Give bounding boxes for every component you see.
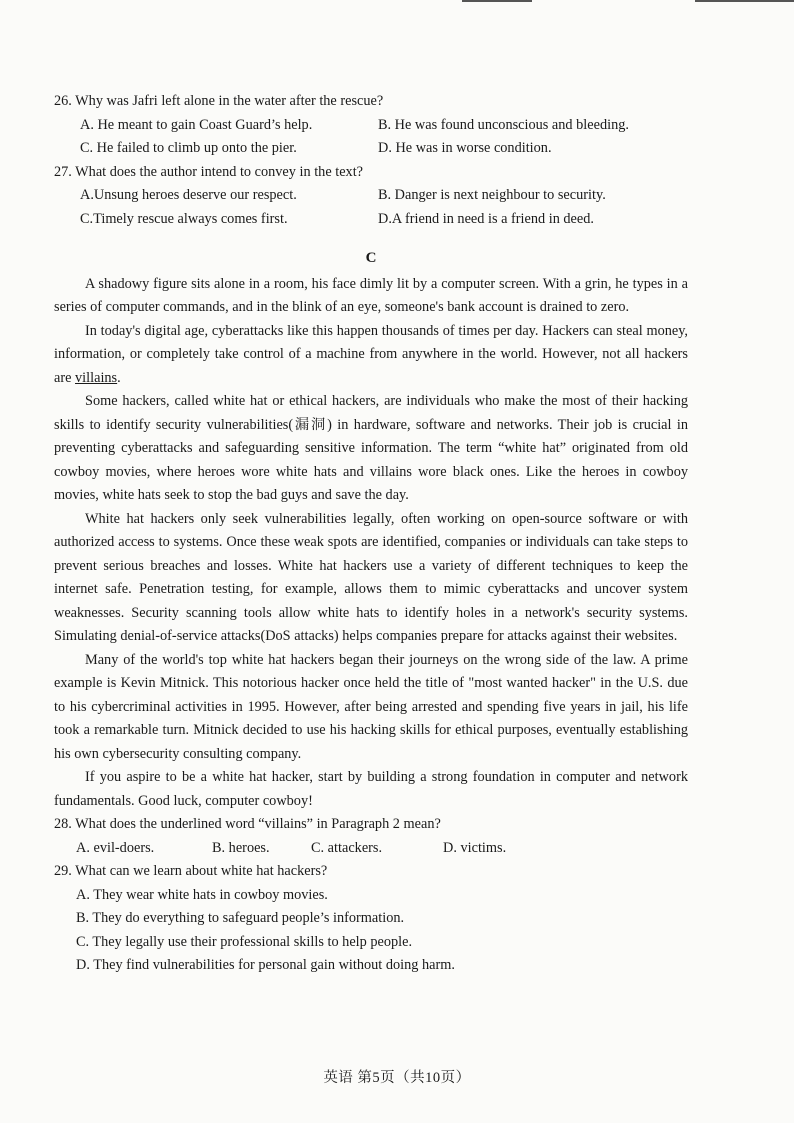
q29-option-d: D. They find vulnerabilities for personal gain without doing harm.: [76, 957, 455, 973]
question-29-stem: 29. What can we learn about white hat hackers?: [54, 863, 328, 879]
q28-option-b: B. heroes.: [212, 839, 270, 856]
q26-option-a: A. He meant to gain Coast Guard’s help.: [80, 116, 313, 133]
q28-option-d: D. victims.: [443, 839, 507, 856]
question-28-options: [54, 837, 688, 861]
q29-option-a: A. They wear white hats in cowboy movies.: [76, 886, 328, 903]
q26-option-d: D. He was in worse condition.: [378, 140, 552, 156]
q28-option-a: A. evil-doers.: [76, 839, 155, 856]
paragraph-5: Many of the world's top white hat hackers began their journeys on the wrong side of the law. A prime example is Kevin Mitnick. This notorious hacker once held the title of "most wanted hacker" in the U.S. due to his cybercriminal activities in 1995. However, after being arrested and spending five years in jail, his life took a remarkable turn. Mitnick decided to use his hacking skills for ethical purposes, eventually establishing his own cybersecurity consulting company.: [54, 651, 688, 762]
q29-option-c: C. They legally use their professional skills to help people.: [76, 933, 413, 950]
q27-option-d: D.A friend in need is a friend in deed.: [378, 210, 594, 227]
question-27-options: [54, 184, 688, 231]
q26-option-b: B. He was found unconscious and bleeding.: [378, 116, 629, 133]
question-26-stem: 26. Why was Jafri left alone in the water after the rescue?: [54, 93, 384, 109]
question-29-options: [54, 884, 688, 978]
page-footer: 英语 第5页（共10页）: [323, 1070, 471, 1086]
section-letter: C: [365, 250, 377, 266]
paragraph-3: Some hackers, called white hat or ethical hackers, are individuals who make the most of their hacking skills to identify security vulnerabilities(漏洞) in hardware, software and networks. Their job is crucial in preventing cyberattacks and safeguarding sensitive information. The term “white hat” originated from old cowboy movies, where heroes wore white hats and villains wore black ones. Like the heroes in cowboy movies, white hats seek to stop the bad guys and save the day.: [54, 393, 688, 503]
paragraph-2-text: In today's digital age, cyberattacks like this happen thousands of times per day. Hackers can steal money, information, or completely take control of a machine from anywhere in the world. However, not all hackers are: [54, 322, 688, 386]
paragraph-4: White hat hackers only seek vulnerabilities legally, often working on open-source software or with authorized access to systems. Once these weak spots are identified, companies or individuals can take steps to prevent serious breaches and losses. White hat hackers use a variety of different techniques to keep the internet safe. Penetration testing, for example, allows them to mimic cyberattacks and uncover system weaknesses. Security scanning tools allow white hats to identify holes in a network's security systems. Simulating denial-of-service attacks(DoS attacks) helps companies prepare for attacks against their websites.: [54, 510, 688, 644]
q27-option-a: A.Unsung heroes deserve our respect.: [80, 187, 297, 203]
underlined-word-villains: villains: [75, 369, 118, 386]
paragraph-1: A shadowy figure sits alone in a room, his face dimly lit by a computer screen. With a grin, he types in a series of computer commands, and in the blink of an eye, someone's bank account is drained to zero.: [54, 275, 688, 315]
question-28-stem: 28. What does the underlined word “villains” in Paragraph 2 mean?: [54, 816, 441, 832]
paragraph-2: [54, 320, 688, 391]
q28-option-c: C. attackers.: [311, 839, 383, 856]
q29-option-b: B. They do everything to safeguard people’s information.: [76, 910, 405, 926]
exam-page: [54, 90, 688, 978]
q27-option-c: C.Timely rescue always comes first.: [80, 210, 288, 227]
scan-edge-mark: [462, 0, 532, 2]
scan-edge-mark: [695, 0, 794, 2]
paragraph-2-end: .: [117, 369, 121, 386]
question-27-stem: 27. What does the author intend to convey in the text?: [54, 163, 364, 180]
q26-option-c: C. He failed to climb up onto the pier.: [80, 140, 297, 156]
question-26-options: [54, 114, 688, 161]
q27-option-b: B. Danger is next neighbour to security.: [378, 187, 606, 203]
paragraph-6: If you aspire to be a white hat hacker, start by building a strong foundation in computer and network fundamentals. Good luck, computer cowboy!: [54, 769, 688, 809]
